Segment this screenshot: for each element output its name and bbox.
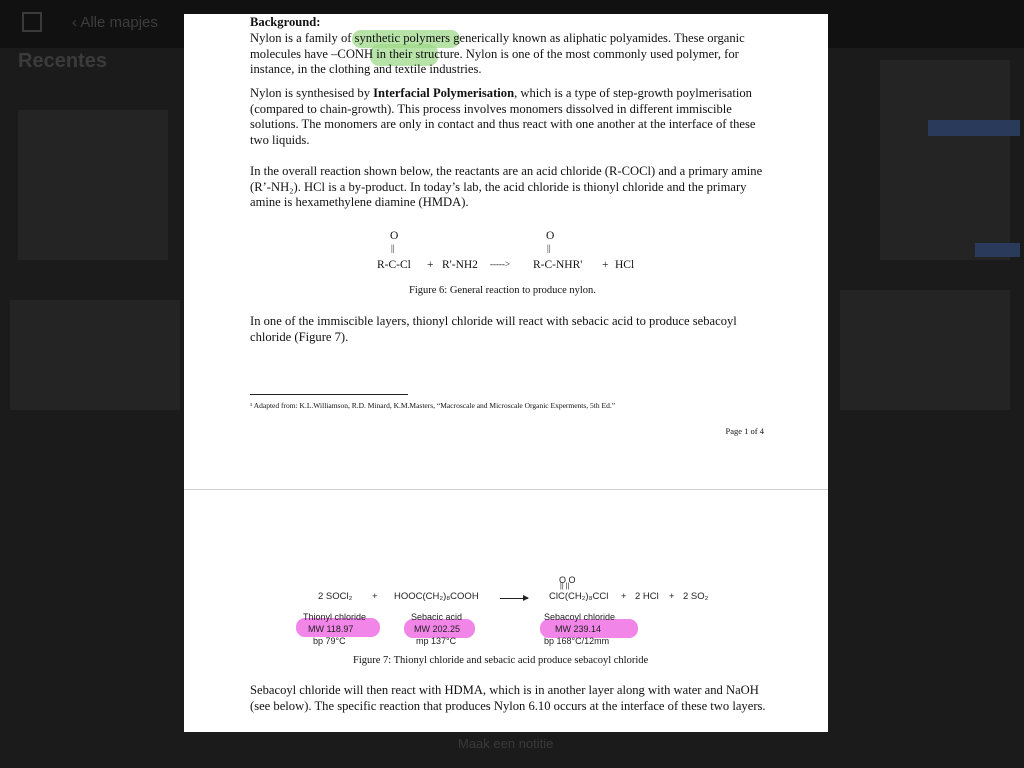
fig7-reaction-arrow [500, 598, 528, 599]
thumbnail[interactable] [10, 300, 180, 410]
fig6-plus: + [427, 259, 434, 271]
sebacoyl-name: Sebacoyl chloride [544, 612, 616, 622]
fig7-thionyl-formula: 2 SOCl₂ [318, 591, 353, 602]
fig6-plus-2: + [602, 259, 609, 271]
fig7-plus-3: + [669, 591, 675, 602]
fig6-double-bond-2: || [547, 243, 551, 253]
para2-text-cont: , which is a type of step-growth poylmerisation (compared to chain-growth). This process involves monomers dissolved in different immiscible solutions. The monomers are only in contact and thus react with one another at the interface of these two liquids. [250, 86, 756, 147]
fig6-double-bond-1: || [391, 243, 395, 253]
fig7-carbonyl-oxygens: O O [559, 575, 576, 585]
fig6-amide: R-C-NHR' [533, 259, 583, 271]
background-heading: Background: [250, 15, 321, 29]
para2-text: Nylon is synthesised by [250, 86, 374, 100]
document-page[interactable] [184, 14, 828, 732]
fig7-carbonyl-bonds: || || [560, 583, 570, 590]
paragraph-synthesis [250, 86, 766, 148]
sebacoyl-bp: bp 168°C/12mm [544, 636, 610, 646]
thumbnail[interactable] [880, 60, 1010, 260]
page-number: Page 1 of 4 [725, 426, 764, 436]
thumbnail[interactable] [840, 290, 1010, 410]
paragraph-intro: Nylon is a family of synthetic polymers generically known as aliphatic polyamides. These organic molecules have –CONH in their structure. Nylon is one of the most commonly used polymer, for instance, in the clothing and textile industries. [250, 31, 745, 77]
footnote-divider [250, 394, 408, 395]
section-title: Recentes [18, 50, 107, 72]
fig6-acid-chloride: R-C-Cl [377, 259, 411, 271]
thumbnail[interactable] [18, 110, 168, 260]
sebacic-mw: MW 202.25 [414, 624, 461, 634]
background-button[interactable] [928, 120, 1020, 136]
fig6-arrow: -----> [490, 259, 511, 269]
background-button[interactable] [975, 243, 1020, 257]
fig7-sebacic-formula: HOOC(CH₂)₈COOH [394, 591, 479, 602]
back-button[interactable]: ‹ Alle mapjes [72, 14, 158, 31]
paragraph-hdma: Sebacoyl chloride will then react with HDMA, which is in another layer along with water and NaOH (see below). The specific reaction that produces Nylon 6.10 occurs at the interface of these two layers. [250, 683, 766, 713]
fig7-plus-2: + [621, 591, 627, 602]
bottom-caption: Maak een notitie [458, 736, 554, 751]
fig6-hcl: HCl [615, 259, 635, 271]
thionyl-name: Thionyl chloride [303, 612, 367, 622]
footnote: ¹ Adapted from: K.L.Williamson, R.D. Minard, K.M.Masters, “Macroscale and Microscale Organic Experments, 5th Ed.” [250, 401, 616, 410]
interfacial-polymerisation-term: Interfacial Polymerisation [373, 86, 515, 100]
fig6-oxygen-1: O [390, 230, 399, 242]
sebacoyl-mw: MW 239.14 [555, 624, 602, 634]
fig7-sebacoyl-formula: ClC(CH₂)₈CCl [549, 591, 609, 602]
fig7-hcl: 2 HCl [635, 591, 659, 602]
paragraph-reaction: In the overall reaction shown below, the reactants are an acid chloride (R-COCl) and a primary amine (R’-NH₂). HCl is a by-product. In today’s lab, the acid chloride is thionyl chloride and the primary amine is hexamethylene diamine (HMDA). [250, 164, 763, 210]
figure-6-caption: Figure 6: General reaction to produce nylon. [409, 285, 596, 296]
figure-7-caption: Figure 7: Thionyl chloride and sebacic acid produce sebacoyl chloride [353, 655, 649, 666]
back-label: Alle mapjes [80, 14, 158, 31]
thionyl-mw: MW 118.97 [308, 624, 354, 634]
thionyl-bp: bp 79°C [313, 636, 346, 646]
fig7-plus: + [372, 591, 378, 602]
select-icon[interactable] [22, 12, 42, 32]
sebacic-name: Sebacic acid [411, 612, 463, 622]
fig6-oxygen-2: O [546, 230, 555, 242]
sebacic-mp: mp 137°C [416, 636, 457, 646]
fig6-amine: R'-NH2 [442, 259, 478, 271]
page-separator [184, 489, 828, 490]
fig7-so2: 2 SO₂ [683, 591, 709, 602]
paragraph-immiscible: In one of the immiscible layers, thionyl chloride will react with sebacic acid to produce sebacoyl chloride (Figure 7). [250, 314, 737, 344]
